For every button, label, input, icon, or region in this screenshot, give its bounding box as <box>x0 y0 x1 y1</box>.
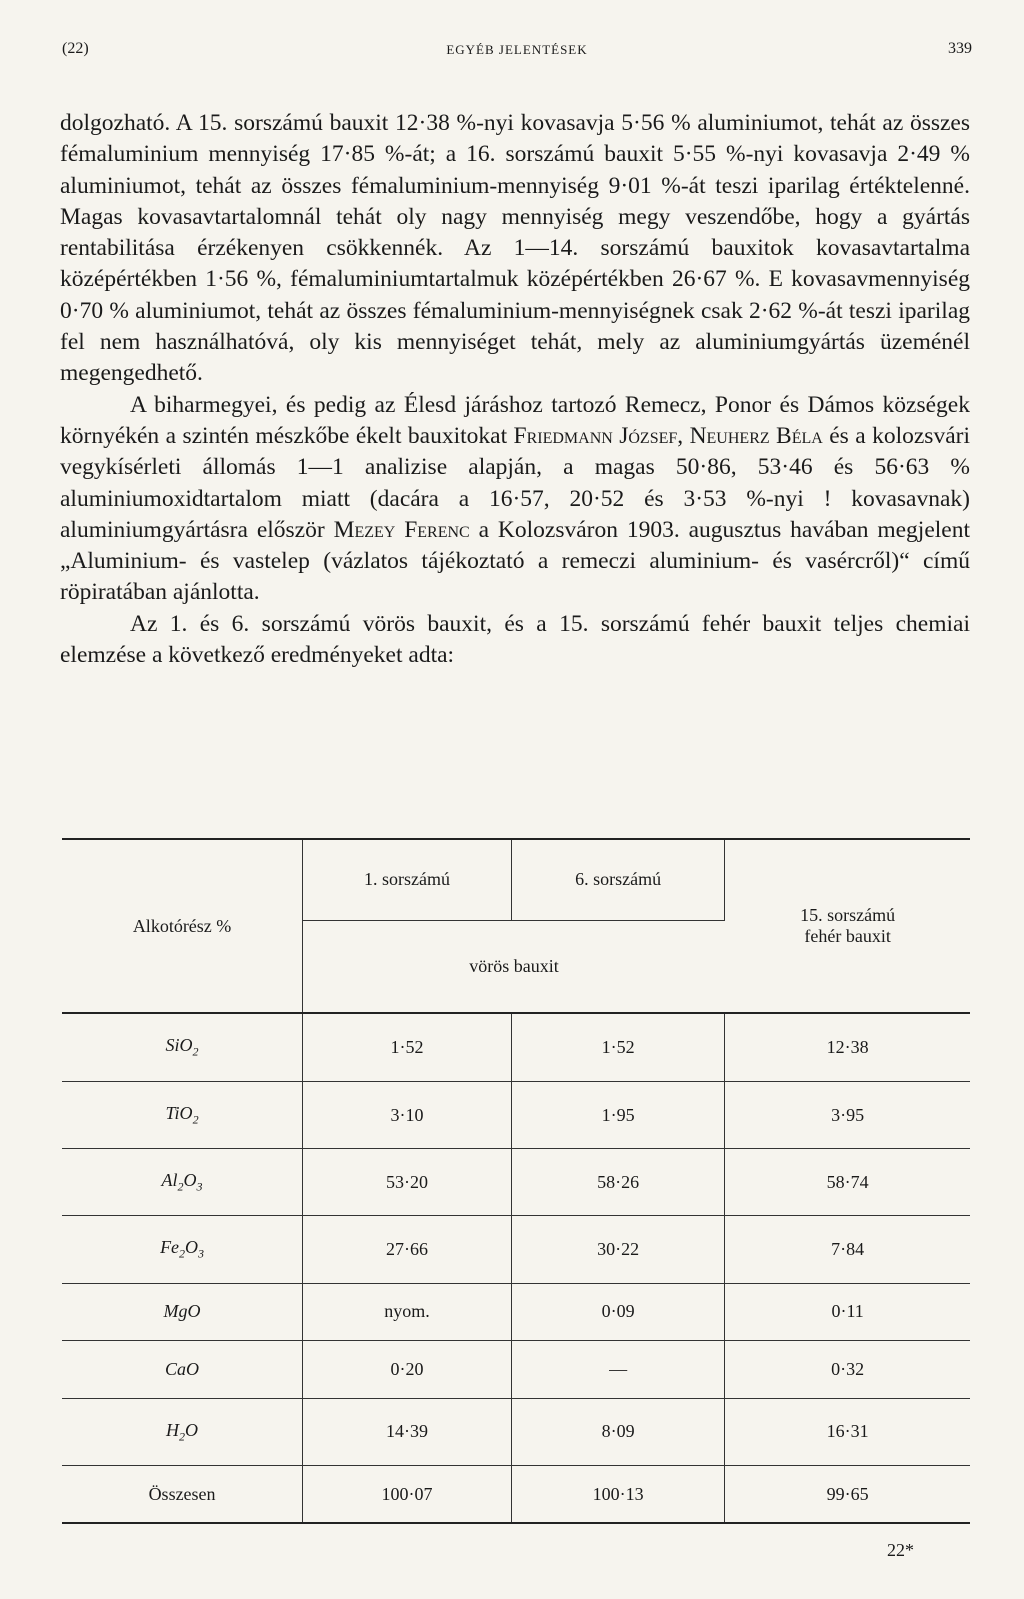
component-formula: SiO$_2$ <box>62 1013 303 1081</box>
component-formula: $H_2O$ <box>62 1398 303 1465</box>
total-label: Összesen <box>62 1466 303 1522</box>
component-formula: $Fe_2O_3$ <box>62 1216 303 1283</box>
header-sample-6: 6. sorszámú <box>511 840 724 920</box>
paragraph-1: dolgozható. A 15. sorszámú bauxit 12·38 %-nyi kovasavja 5·56 % aluminiumot, tehát az összes fémaluminium mennyiség 17·85 %-át; a 16. sorszámú bauxit 5·55 %-nyi kovasavja 2·49 % aluminiumot, tehát az összes fémaluminium-mennyiség 9·01 %-át teszi iparilag értéktelenné. Magas kovasavtartalomnál tehát oly nagy mennyiség megy veszendőbe, hogy a gyártás rentabilitása érzékenyen csökkennék. Az 1—14. sorszámú bauxitok kovasavtartalma középértékben 1·56 %, fémaluminiumtartalmuk középértékben 26·67 %. E kovasavmennyiség 0·70 % aluminiumot, tehát az összes fémaluminium-mennyiségnek csak 2·62 %-át teszi iparilag fel nem használhatóvá, oly kis mennyiséget tehát, mely az aluminiumgyártás üzeménél megengedhető. <box>60 110 970 387</box>
component-formula: CaO <box>62 1341 303 1399</box>
value-cell-sample-6: 0·09 <box>511 1283 724 1341</box>
header-red-bauxite: vörös bauxit <box>303 920 725 1013</box>
value-cell-sample-6: — <box>511 1341 724 1399</box>
paragraph-2-text-b: , <box>677 422 690 449</box>
running-title: EGYÉB JELENTÉSEK <box>446 42 588 57</box>
value-cell-sample-15: 7·84 <box>725 1216 970 1283</box>
total-value-sample-6: 100·13 <box>511 1466 724 1522</box>
header-sample-15 <box>725 840 970 1013</box>
signature-mark: 22* <box>887 1540 914 1560</box>
paragraph-2-text-c: és a kolozsvári vegykísérleti állomás 1—1 analizise alapján, a magas 50·86, 53·46 és 56·63 % aluminiumoxidtartalom miatt (dacára a 16·57, 20·52 és 3·53 %-nyi ! kovasavnak) aluminiumgyártásra először <box>60 422 970 543</box>
component-formula: $Al_2O_3$ <box>62 1149 303 1216</box>
paragraph-3: Az 1. és 6. sorszámú vörös bauxit, és a 15. sorszámú fehér bauxit teljes chemiai elemzése a következő eredményeket adta: <box>60 610 970 669</box>
paragraph-2 <box>60 390 970 609</box>
running-header <box>62 40 972 70</box>
value-cell-sample-15: 0·11 <box>725 1283 970 1341</box>
value-cell-sample-1: 27·66 <box>303 1216 512 1283</box>
value-cell-sample-6: 58·26 <box>511 1149 724 1216</box>
analysis-table <box>62 838 970 1524</box>
body-text <box>60 108 970 671</box>
value-cell-sample-15: 0·32 <box>725 1341 970 1399</box>
header-sample-15-line2: fehér bauxit <box>804 926 891 947</box>
total-value-sample-1: 100·07 <box>303 1466 512 1522</box>
value-cell-sample-6: 1·95 <box>511 1082 724 1149</box>
component-formula: TiO$_2$ <box>62 1082 303 1149</box>
value-cell-sample-15: 16·31 <box>725 1398 970 1465</box>
header-component: Alkotórész % <box>62 840 303 1013</box>
author-name-friedmann: Friedmann József <box>513 422 678 449</box>
value-cell-sample-1: 3·10 <box>303 1082 512 1149</box>
value-cell-sample-15: 12·38 <box>725 1013 970 1081</box>
value-cell-sample-1: nyom. <box>303 1283 512 1341</box>
value-cell-sample-1: 0·20 <box>303 1341 512 1399</box>
value-cell-sample-6: 8·09 <box>511 1398 724 1465</box>
header-sample-15-line1: 15. sorszámú <box>800 905 896 926</box>
author-name-mezey: Mezey Ferenc <box>333 516 470 543</box>
value-cell-sample-15: 3·95 <box>725 1082 970 1149</box>
value-cell-sample-1: 53·20 <box>303 1149 512 1216</box>
author-name-neuherz: Neuherz Béla <box>689 422 823 449</box>
table-row <box>62 1082 970 1149</box>
value-cell-sample-1: 1·52 <box>303 1013 512 1081</box>
page-number: 339 <box>948 40 972 57</box>
table-row <box>62 1398 970 1465</box>
value-cell-sample-6: 1·52 <box>511 1013 724 1081</box>
table-row <box>62 1341 970 1399</box>
table-row <box>62 1283 970 1341</box>
component-formula: MgO <box>62 1283 303 1341</box>
value-cell-sample-15: 58·74 <box>725 1149 970 1216</box>
value-cell-sample-1: 14·39 <box>303 1398 512 1465</box>
section-number: (22) <box>62 40 89 57</box>
total-value-sample-15: 99·65 <box>826 1483 869 1504</box>
paragraph-2-text-a: A biharmegyei, és pedig az Élesd járáshoz tartozó Remecz, Ponor és Dámos községek környékén a szintén mészkőbe ékelt bauxitokat <box>60 391 970 449</box>
table-row <box>62 1216 970 1283</box>
paragraph-2-text-d: a Kolozsváron 1903. augusztus havában megjelent „Aluminium- és vastelep (vázlatos tájékoztató a remeczi aluminium- és vasércről)“ című röpiratában ajánlotta. <box>60 516 970 606</box>
table-row <box>62 1013 970 1081</box>
table-row-total <box>62 1466 970 1522</box>
table-row <box>62 1149 970 1216</box>
header-sample-1: 1. sorszámú <box>303 840 512 920</box>
value-cell-sample-6: 30·22 <box>511 1216 724 1283</box>
